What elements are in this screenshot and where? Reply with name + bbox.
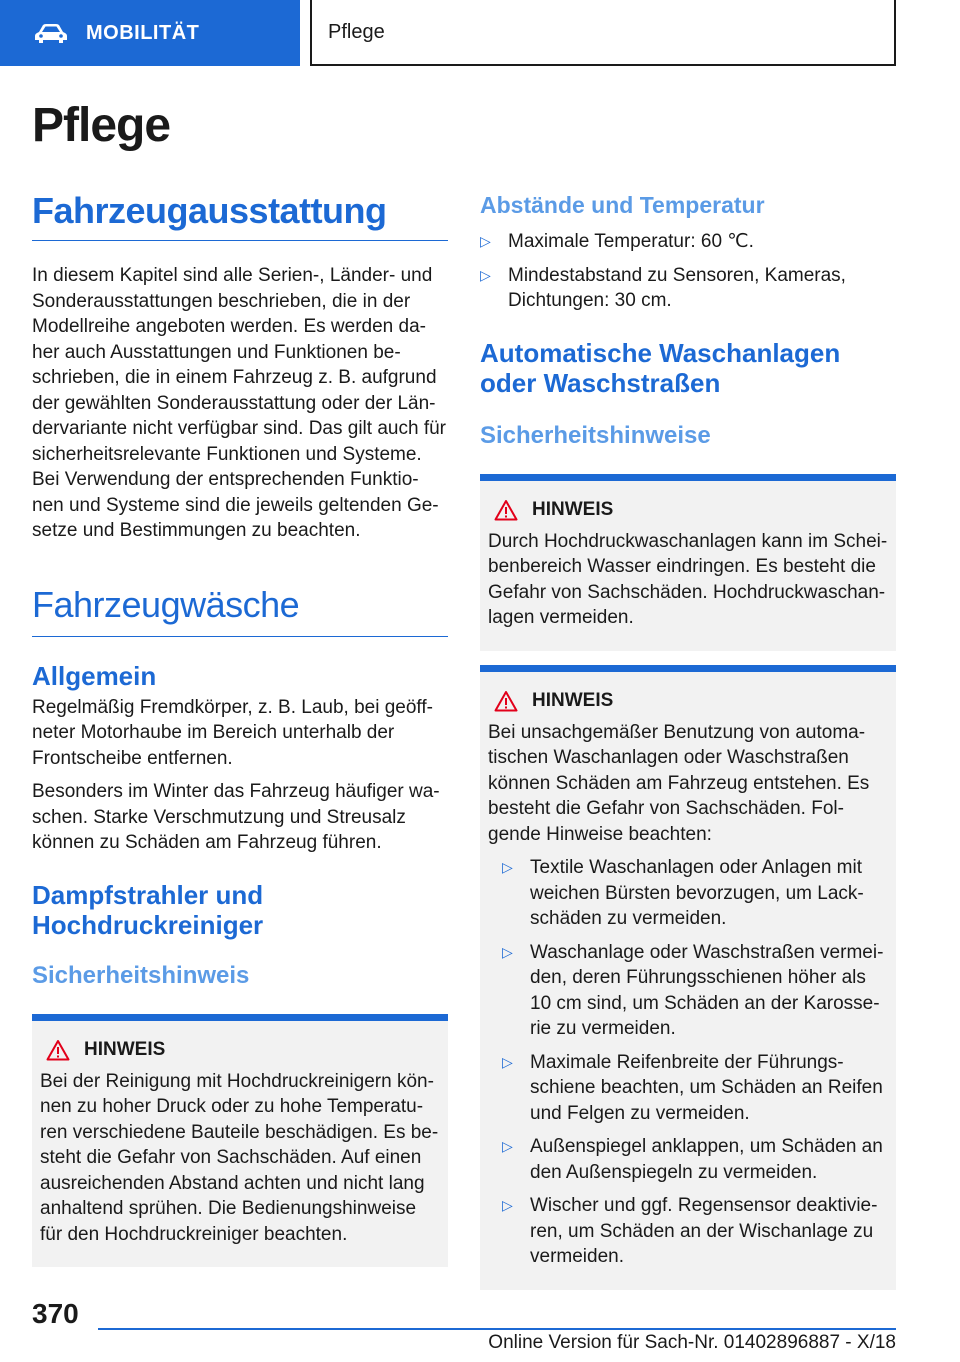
- list-item-text: Maximale Temperatur: 60 ℃.: [508, 231, 754, 252]
- list-item-text: Waschanlage oder Waschstraßen vermei-den, deren Führungsschienen höher als 10 cm sind, um Schäden an der Karosse-rie zu vermeiden.: [530, 941, 884, 1039]
- bullet-triangle-icon: ▷: [480, 233, 491, 249]
- list-item-text: Maximale Reifenbreite der Führungs-schiene beachten, um Schäden an Reifen und Felgen zu vermeiden.: [530, 1051, 883, 1124]
- notice-box: [480, 665, 896, 1290]
- page-number: 370: [32, 1298, 79, 1329]
- list-item-text: Textile Waschanlagen oder Anlagen mit weichen Bürsten bevorzugen, um Lack-schäden zu vermeiden.: [530, 857, 864, 929]
- notice-header: [488, 690, 888, 712]
- bullet-triangle-icon: ▷: [502, 1197, 513, 1213]
- list-item-text: Wischer und ggf. Regensensor deaktivie-ren, um Schäden an der Wischanlage zu vermeiden.: [530, 1195, 878, 1267]
- car-icon: [34, 22, 68, 44]
- heading-abstaende: Abstände und Temperatur: [480, 192, 765, 218]
- notice-header: [40, 1039, 440, 1061]
- notice-label: HINWEIS: [532, 689, 614, 711]
- notice-text: Durch Hochdruckwaschanlagen kann im Schei-benbereich Wasser eindringen. Es besteht die Gefahr von Sachschäden. Hochdruckwaschan-lagen vermeiden.: [488, 530, 888, 628]
- warning-icon: [494, 499, 518, 521]
- notice-label: HINWEIS: [532, 498, 614, 520]
- list-item: [502, 855, 888, 932]
- list-item: [480, 263, 896, 314]
- notice-box: [480, 474, 896, 651]
- warning-icon: [46, 1039, 70, 1061]
- paragraph-allgemein-2: Besonders im Winter das Fahrzeug häufiger wa-schen. Starke Verschmutzung und Streusalz können zu Schäden am Fahrzeug führen.: [32, 781, 440, 853]
- heading-sicherheitshinweis: Sicherheitshinweis: [32, 961, 250, 989]
- list-item: [502, 1193, 888, 1270]
- heading-fahrzeugausstattung: Fahrzeugausstattung: [32, 190, 448, 241]
- list-item: [502, 1134, 888, 1185]
- bullet-triangle-icon: ▷: [502, 859, 513, 875]
- bullet-triangle-icon: ▷: [502, 1053, 513, 1070]
- list-item: [502, 1050, 888, 1127]
- notice-header: [488, 499, 888, 521]
- page-title: Pflege: [32, 99, 171, 152]
- right-column: [480, 190, 896, 1290]
- page-tab[interactable]: [310, 0, 896, 66]
- list-item: [480, 229, 896, 255]
- heading-fahrzeugwaesche: Fahrzeugwäsche: [32, 584, 448, 637]
- notice-text: Bei unsachgemäßer Benutzung von automa-tischen Waschanlagen oder Waschstraßen können Schäden am Fahrzeug entstehen. Es besteht die Gefahr von Sachschäden. Fol-gende Hinweise beachten:: [488, 721, 870, 845]
- footer-version-text: Online Version für Sach-Nr. 01402896887 - X/18: [488, 1332, 896, 1353]
- heading-automatische-waschanlagen: Automatische Waschanlagen oder Waschstraßen: [480, 337, 841, 398]
- notice-label: HINWEIS: [84, 1038, 166, 1060]
- footer-divider: [98, 1328, 896, 1330]
- heading-allgemein: Allgemein: [32, 660, 157, 691]
- list-item-text: Außenspiegel anklappen, um Schäden an den Außenspiegeln zu vermeiden.: [530, 1136, 883, 1183]
- section-label: MOBILITÄT: [86, 21, 200, 44]
- bullet-triangle-icon: ▷: [502, 1138, 513, 1154]
- notice-text: Bei der Reinigung mit Hochdruckreinigern kön-nen zu hoher Druck oder zu hohe Temperatu-ren verschiedene Bauteile beschädigen. Es be-steht die Gefahr von Sachschäden. Auf einen ausreichenden Abstand achten und nicht lang anhaltend sprühen. Die Bedienungshinweise für den Hochdruckreiniger beachten.: [40, 1070, 439, 1245]
- warning-icon: [494, 690, 518, 712]
- list-item: [502, 940, 888, 1042]
- paragraph-allgemein-1: Regelmäßig Fremdkörper, z. B. Laub, bei geöff-neter Motorhaube im Bereich unterhalb der Frontscheibe entfernen.: [32, 696, 433, 769]
- heading-dampfstrahler: Dampfstrahler und Hochdruckreiniger: [32, 879, 264, 940]
- paragraph-ausstattung: In diesem Kapitel sind alle Serien-, Länder- und Sonderausstattungen beschrieben, die in der Modellreihe angeboten werden. Es werden da-her auch Ausstattungen und Funktionen be-schrieben, die in einem Fahrzeug z. B. aufgrund der gewählten Sonderausstattung oder der Län-dervariante nicht verfügbar sind. Das gilt auch für sicherheitsrelevante Funktionen und Systeme. Bei Verwendung der entsprechenden Funktio-nen und Systeme sind die jeweils geltenden Ge-setze und Bestimmungen zu beachten.: [32, 265, 446, 541]
- heading-sicherheitshinweise: Sicherheitshinweise: [480, 421, 711, 449]
- notice-box: [32, 1014, 448, 1268]
- left-column: [32, 190, 448, 1267]
- page-tab-label: Pflege: [328, 20, 385, 43]
- bullet-triangle-icon: ▷: [480, 266, 491, 283]
- list-item-text: Mindestabstand zu Sensoren, Kameras, Dichtungen: 30 cm.: [508, 264, 846, 311]
- bullet-triangle-icon: ▷: [502, 943, 513, 960]
- section-tab[interactable]: [0, 0, 300, 66]
